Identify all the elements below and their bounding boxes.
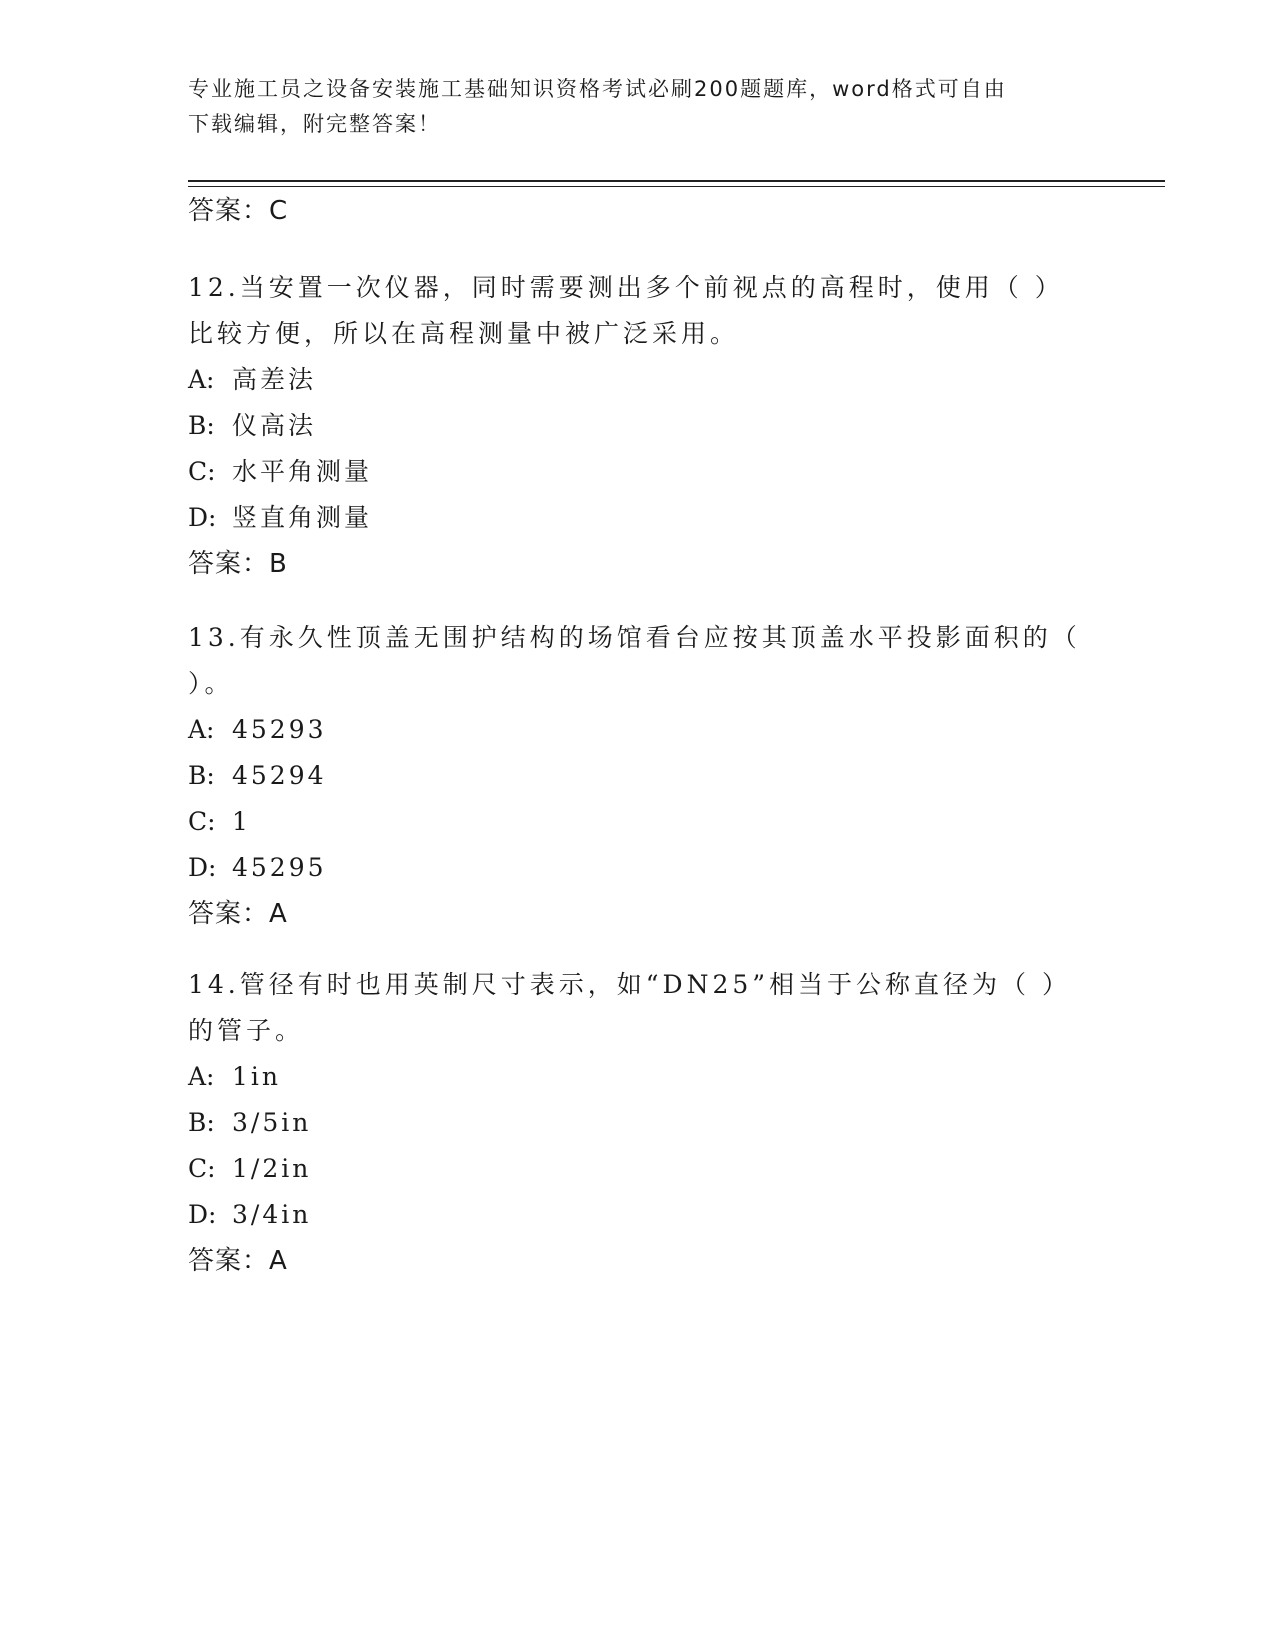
option-a xyxy=(188,707,1088,753)
option-a xyxy=(188,1054,1088,1100)
option-label: C: xyxy=(188,457,216,486)
option-text: 3/4in xyxy=(232,1200,312,1229)
option-text: 1in xyxy=(232,1062,282,1091)
option-b xyxy=(188,753,1088,799)
document-header xyxy=(188,72,1088,142)
question-text-line-1: 12.当安置一次仪器，同时需要测出多个前视点的高程时，使用（ ） xyxy=(188,273,1064,302)
option-d xyxy=(188,845,1088,891)
option-c xyxy=(188,1146,1088,1192)
answer: 答案：A xyxy=(188,899,288,929)
option-text: 3/5in xyxy=(232,1108,312,1137)
option-label: B: xyxy=(188,1108,215,1137)
option-text: 仪高法 xyxy=(232,411,317,440)
previous-answer: 答案：C xyxy=(188,196,289,226)
option-c xyxy=(188,799,1088,845)
answer: 答案：B xyxy=(188,549,288,579)
question-text-line-2: 的管子。 xyxy=(188,1016,305,1045)
option-label: B: xyxy=(188,411,215,440)
option-text: 水平角测量 xyxy=(232,457,373,486)
option-c xyxy=(188,449,1088,495)
header-line-1: 专业施工员之设备安装施工基础知识资格考试必刷200题题库，word格式可自由 xyxy=(188,77,1007,101)
option-text: 1/2in xyxy=(232,1154,312,1183)
option-label: D: xyxy=(188,1200,217,1229)
option-label: B: xyxy=(188,761,215,790)
question-text-line-2: ）。 xyxy=(188,669,234,698)
header-line-2: 下载编辑，附完整答案！ xyxy=(188,112,441,136)
option-label: D: xyxy=(188,503,217,532)
option-text: 45293 xyxy=(232,715,327,744)
question-text-line-1: 13.有永久性顶盖无围护结构的场馆看台应按其顶盖水平投影面积的（ xyxy=(188,623,1081,652)
option-text: 1 xyxy=(232,807,251,836)
option-b xyxy=(188,403,1088,449)
question-14 xyxy=(188,962,1088,1284)
option-text: 45294 xyxy=(232,761,327,790)
option-label: A: xyxy=(188,365,215,394)
option-label: A: xyxy=(188,715,215,744)
option-d xyxy=(188,1192,1088,1238)
option-text: 45295 xyxy=(232,853,327,882)
question-text xyxy=(188,962,1088,1054)
option-d xyxy=(188,495,1088,541)
header-divider xyxy=(188,180,1165,182)
option-label: C: xyxy=(188,1154,216,1183)
header-divider-thin xyxy=(188,186,1165,187)
answer: 答案：A xyxy=(188,1246,288,1276)
question-text xyxy=(188,265,1088,357)
option-label: A: xyxy=(188,1062,215,1091)
question-text xyxy=(188,615,1088,707)
option-a xyxy=(188,357,1088,403)
option-label: C: xyxy=(188,807,216,836)
question-text-line-1: 14.管径有时也用英制尺寸表示，如“DN25”相当于公称直径为（ ） xyxy=(188,970,1071,999)
option-text: 竖直角测量 xyxy=(232,503,373,532)
question-text-line-2: 比较方便，所以在高程测量中被广泛采用。 xyxy=(188,319,740,348)
option-text: 高差法 xyxy=(232,365,317,394)
question-12 xyxy=(188,265,1088,587)
option-label: D: xyxy=(188,853,217,882)
question-13 xyxy=(188,615,1088,937)
option-b xyxy=(188,1100,1088,1146)
